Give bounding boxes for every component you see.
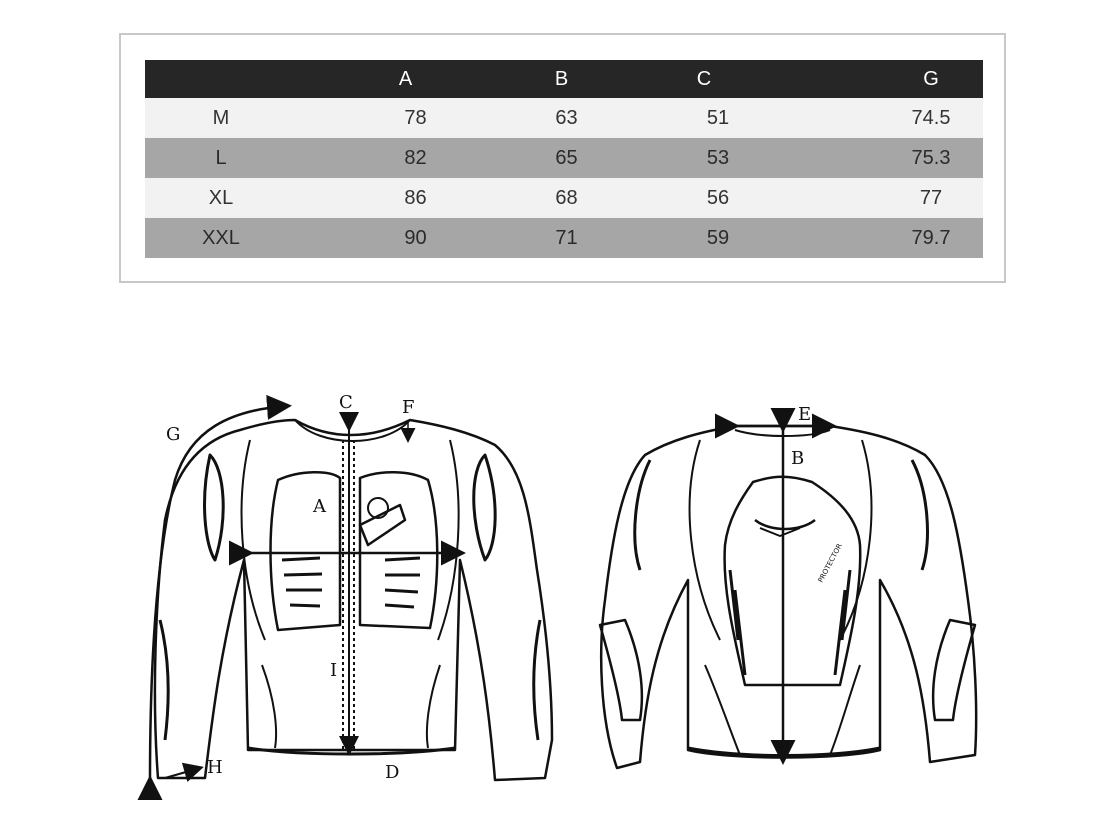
value-g: 74.5 <box>809 98 983 138</box>
header-b: B <box>474 60 599 98</box>
size-cell: XL <box>145 178 297 218</box>
label-d: D <box>385 762 400 783</box>
size-chart-table <box>145 60 983 258</box>
table-header-row <box>145 60 983 98</box>
protector-badge-text: PROTECTOR <box>816 542 844 584</box>
value-a: 90 <box>297 218 474 258</box>
label-b: B <box>791 448 805 469</box>
size-cell: M <box>145 98 297 138</box>
label-h: H <box>207 757 223 778</box>
header-c: C <box>599 60 809 98</box>
value-a: 82 <box>297 138 474 178</box>
value-b: 65 <box>474 138 599 178</box>
header-g: G <box>809 60 983 98</box>
header-size <box>145 60 297 98</box>
size-cell: XXL <box>145 218 297 258</box>
value-b: 71 <box>474 218 599 258</box>
value-b: 68 <box>474 178 599 218</box>
value-g: 77 <box>809 178 983 218</box>
table-row <box>145 218 983 258</box>
label-e: E <box>798 404 812 425</box>
front-measurement-lines <box>150 406 461 780</box>
label-g: G <box>166 424 181 445</box>
table-row <box>145 178 983 218</box>
size-chart-card <box>119 33 1006 283</box>
value-c: 53 <box>599 138 809 178</box>
value-c: 51 <box>599 98 809 138</box>
label-f: F <box>402 397 415 418</box>
label-c: C <box>339 392 353 413</box>
value-c: 56 <box>599 178 809 218</box>
front-jacket-illustration <box>155 420 552 780</box>
table-row <box>145 138 983 178</box>
table-row <box>145 98 983 138</box>
label-a: A <box>313 496 326 517</box>
value-b: 63 <box>474 98 599 138</box>
value-a: 78 <box>297 98 474 138</box>
back-jacket-illustration <box>600 426 976 768</box>
label-i: I <box>330 660 338 681</box>
value-g: 79.7 <box>809 218 983 258</box>
value-c: 59 <box>599 218 809 258</box>
value-g: 75.3 <box>809 138 983 178</box>
back-measurement-lines <box>735 426 832 760</box>
value-a: 86 <box>297 178 474 218</box>
size-cell: L <box>145 138 297 178</box>
header-a: A <box>297 60 474 98</box>
